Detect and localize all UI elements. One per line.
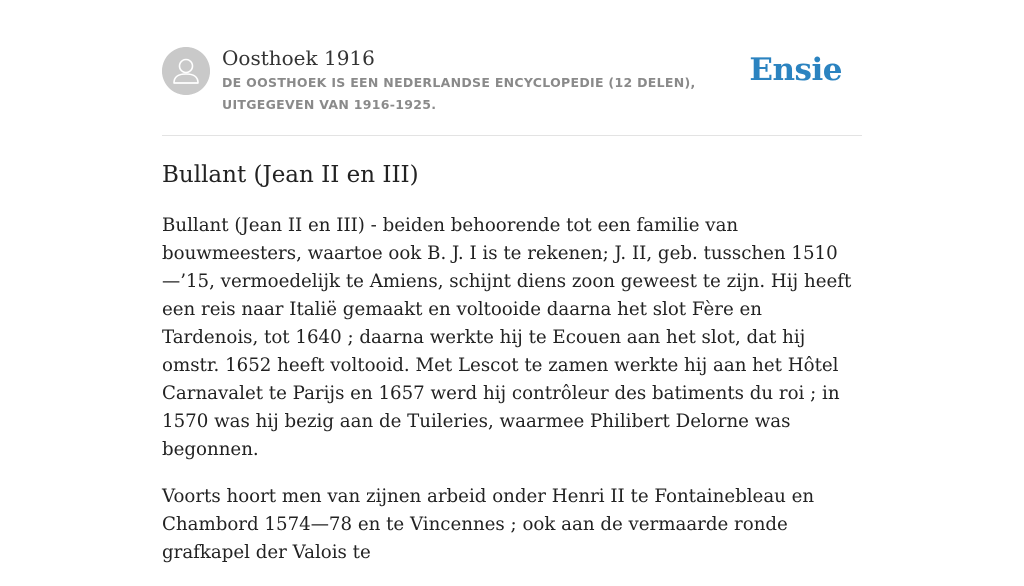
avatar[interactable] (162, 47, 210, 95)
source-description: DE OOSTHOEK IS EEN NEDERLANDSE ENCYCLOPEDIE (12 DELEN), UITGEGEVEN VAN 1916-1925. (222, 75, 696, 112)
source-title[interactable]: Oosthoek 1916 (222, 46, 375, 70)
page-container (162, 0, 862, 563)
article-body (162, 212, 862, 586)
user-icon (162, 47, 210, 95)
article-title: Bullant (Jean II en III) (162, 162, 419, 188)
source-header (162, 0, 862, 136)
article-paragraph: Bullant (Jean II en III) - beiden behoorende tot een familie van bouwmeesters, waartoe ook B. J. I is te rekenen; J. II, geb. tusschen 1510—’15, vermoedelijk te Amiens, schijnt diens zoon geweest te zijn. Hij heeft een reis naar Italië gemaakt en voltooide daarna het slot Fère en Tardenois, tot 1640 ; daarna werkte hij te Ecouen aan het slot, dat hij omstr. 1652 heeft voltooid. Met Lescot te zamen werkte hij aan het Hôtel Carnavalet te Parijs en 1657 werd hij contrôleur des batiments du roi ; in 1570 was hij bezig aan de Tuileries, waarmee Philibert Delorne was begonnen. (162, 215, 852, 460)
brand-logo[interactable]: Ensie (749, 52, 842, 88)
article-paragraph: Voorts hoort men van zijnen arbeid onder Henri II te Fontainebleau en Chambord 1574—78 en te Vincennes ; ook aan de vermaarde ronde grafkapel der Valois te (162, 486, 815, 563)
